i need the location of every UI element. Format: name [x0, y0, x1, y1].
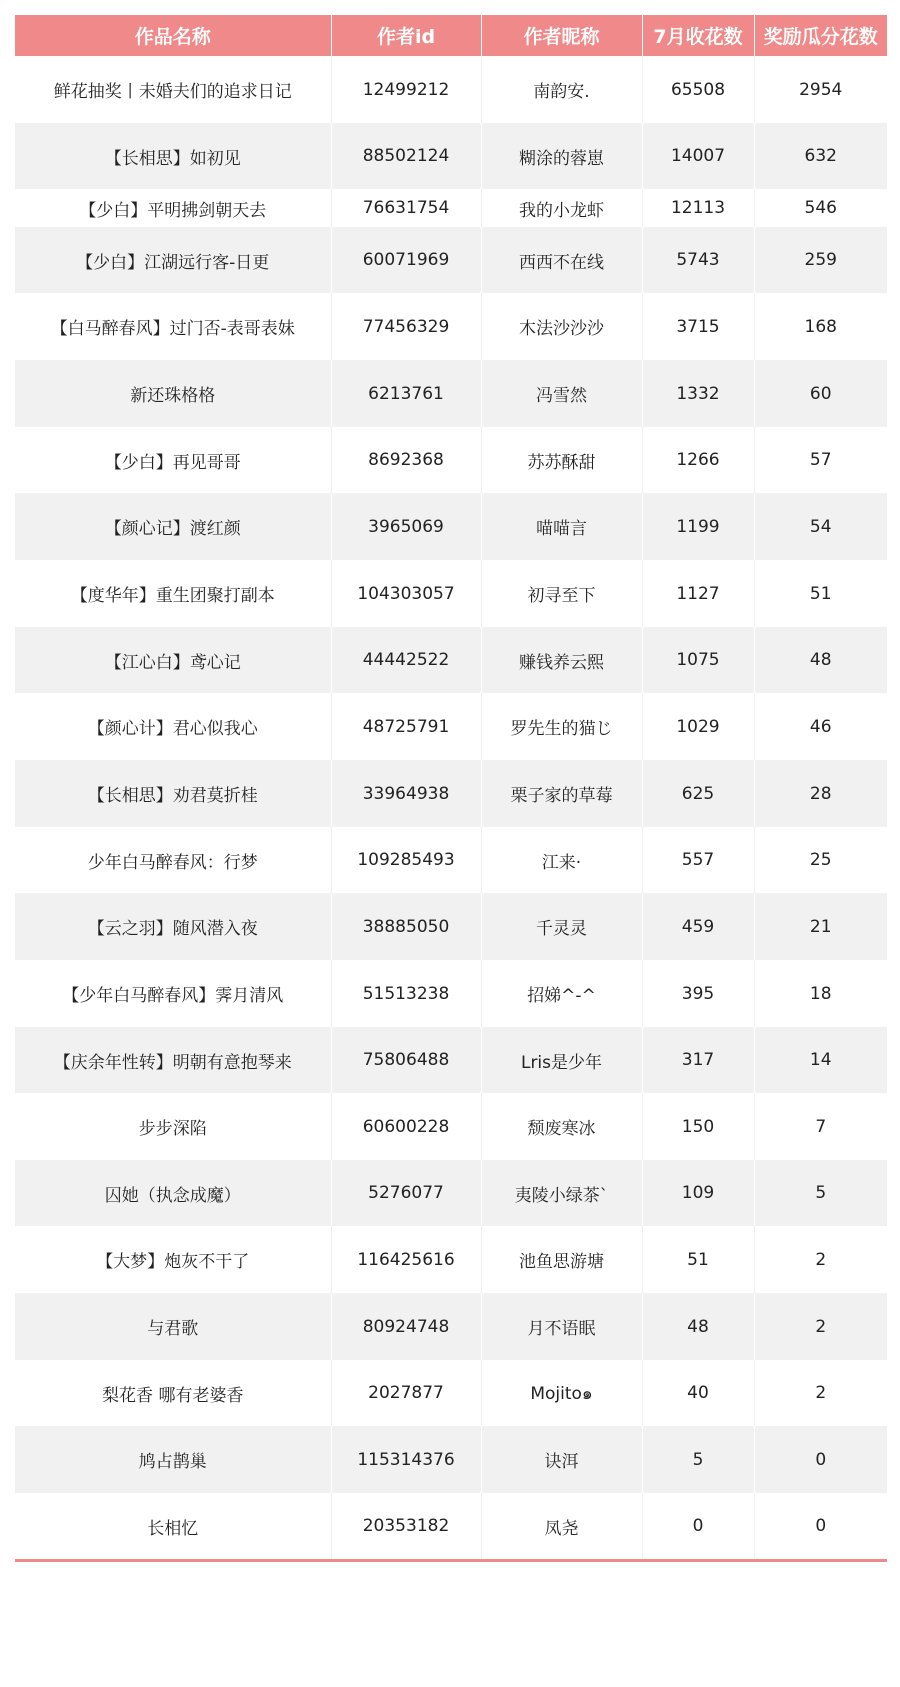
flower-reward-table [15, 15, 887, 1559]
cell-july-flowers: 40 [642, 1360, 754, 1426]
cell-author-nickname: 千灵灵 [481, 893, 642, 960]
cell-july-flowers: 1075 [642, 627, 754, 693]
cell-work-title: 【江心白】鸢心记 [15, 627, 331, 693]
cell-work-title: 长相忆 [15, 1493, 331, 1559]
cell-july-flowers: 459 [642, 893, 754, 960]
cell-author-id: 76631754 [331, 189, 481, 227]
table-row [15, 760, 887, 827]
cell-reward-flowers: 7 [754, 1093, 887, 1160]
cell-work-title: 【庆余年性转】明朝有意抱琴来 [15, 1027, 331, 1093]
cell-author-nickname: 罗先生的猫じ [481, 693, 642, 760]
cell-reward-flowers: 46 [754, 693, 887, 760]
cell-july-flowers: 317 [642, 1027, 754, 1093]
cell-july-flowers: 557 [642, 827, 754, 893]
cell-reward-flowers: 51 [754, 560, 887, 627]
cell-author-id: 2027877 [331, 1360, 481, 1426]
cell-work-title: 与君歌 [15, 1293, 331, 1360]
cell-author-id: 12499212 [331, 56, 481, 123]
cell-author-nickname: 池鱼思游塘 [481, 1226, 642, 1293]
cell-author-nickname: 冯雪然 [481, 360, 642, 427]
cell-author-id: 77456329 [331, 293, 481, 360]
table-row [15, 56, 887, 123]
cell-work-title: 囚她（执念成魔） [15, 1160, 331, 1226]
cell-reward-flowers: 632 [754, 123, 887, 189]
cell-author-id: 51513238 [331, 960, 481, 1027]
cell-work-title: 鸠占鹊巢 [15, 1426, 331, 1493]
cell-author-nickname: 木法沙沙沙 [481, 293, 642, 360]
cell-july-flowers: 625 [642, 760, 754, 827]
cell-reward-flowers: 14 [754, 1027, 887, 1093]
cell-july-flowers: 48 [642, 1293, 754, 1360]
table-row [15, 1426, 887, 1493]
cell-reward-flowers: 259 [754, 227, 887, 293]
cell-author-nickname: 喵喵言 [481, 493, 642, 560]
table-row [15, 227, 887, 293]
table-row [15, 1160, 887, 1226]
cell-reward-flowers: 168 [754, 293, 887, 360]
table-bottom-border [15, 1559, 887, 1562]
cell-author-id: 115314376 [331, 1426, 481, 1493]
header-work-title: 作品名称 [15, 15, 331, 56]
cell-author-nickname: Lris是少年 [481, 1027, 642, 1093]
cell-july-flowers: 395 [642, 960, 754, 1027]
table-row [15, 627, 887, 693]
cell-author-nickname: 颓废寒冰 [481, 1093, 642, 1160]
cell-reward-flowers: 28 [754, 760, 887, 827]
cell-author-id: 116425616 [331, 1226, 481, 1293]
cell-july-flowers: 1199 [642, 493, 754, 560]
table-row [15, 693, 887, 760]
cell-reward-flowers: 2 [754, 1360, 887, 1426]
cell-july-flowers: 1127 [642, 560, 754, 627]
cell-work-title: 【少年白马醉春风】霁月清风 [15, 960, 331, 1027]
table-row [15, 1293, 887, 1360]
cell-author-id: 20353182 [331, 1493, 481, 1559]
cell-work-title: 步步深陷 [15, 1093, 331, 1160]
cell-author-nickname: 诀洱 [481, 1426, 642, 1493]
cell-july-flowers: 3715 [642, 293, 754, 360]
cell-author-id: 80924748 [331, 1293, 481, 1360]
cell-author-nickname: 夷陵小绿茶` [481, 1160, 642, 1226]
cell-work-title: 少年白马醉春风：行梦 [15, 827, 331, 893]
cell-reward-flowers: 0 [754, 1426, 887, 1493]
cell-author-id: 3965069 [331, 493, 481, 560]
cell-reward-flowers: 2 [754, 1293, 887, 1360]
cell-work-title: 【少白】再见哥哥 [15, 427, 331, 493]
cell-work-title: 【少白】平明拂剑朝天去 [15, 189, 331, 227]
table-row [15, 360, 887, 427]
cell-work-title: 【大梦】炮灰不干了 [15, 1226, 331, 1293]
cell-reward-flowers: 57 [754, 427, 887, 493]
table-row [15, 1493, 887, 1559]
cell-author-nickname: Mojito๑ [481, 1360, 642, 1426]
cell-july-flowers: 5743 [642, 227, 754, 293]
cell-july-flowers: 5 [642, 1426, 754, 1493]
table-row [15, 560, 887, 627]
table-row [15, 1093, 887, 1160]
cell-july-flowers: 12113 [642, 189, 754, 227]
cell-july-flowers: 51 [642, 1226, 754, 1293]
cell-author-id: 104303057 [331, 560, 481, 627]
table-row [15, 189, 887, 227]
cell-july-flowers: 1266 [642, 427, 754, 493]
cell-reward-flowers: 48 [754, 627, 887, 693]
cell-work-title: 鲜花抽奖丨未婚夫们的追求日记 [15, 56, 331, 123]
cell-author-id: 60071969 [331, 227, 481, 293]
cell-work-title: 【少白】江湖远行客-日更 [15, 227, 331, 293]
cell-reward-flowers: 25 [754, 827, 887, 893]
cell-reward-flowers: 5 [754, 1160, 887, 1226]
cell-july-flowers: 1029 [642, 693, 754, 760]
cell-work-title: 【云之羽】随风潜入夜 [15, 893, 331, 960]
cell-reward-flowers: 60 [754, 360, 887, 427]
table-body [15, 56, 887, 1559]
cell-author-nickname: 西西不在线 [481, 227, 642, 293]
cell-work-title: 【白马醉春风】过门否-表哥表妹 [15, 293, 331, 360]
cell-work-title: 【度华年】重生团聚打副本 [15, 560, 331, 627]
cell-author-nickname: 招娣^-^ [481, 960, 642, 1027]
cell-author-nickname: 赚钱养云熙 [481, 627, 642, 693]
cell-author-id: 109285493 [331, 827, 481, 893]
cell-author-id: 6213761 [331, 360, 481, 427]
cell-author-nickname: 我的小龙虾 [481, 189, 642, 227]
cell-author-nickname: 糊涂的蓉崽 [481, 123, 642, 189]
cell-author-nickname: 江来· [481, 827, 642, 893]
cell-author-id: 60600228 [331, 1093, 481, 1160]
cell-author-id: 8692368 [331, 427, 481, 493]
table-row [15, 893, 887, 960]
cell-july-flowers: 0 [642, 1493, 754, 1559]
cell-author-id: 88502124 [331, 123, 481, 189]
table-row [15, 960, 887, 1027]
cell-author-nickname: 苏苏酥甜 [481, 427, 642, 493]
cell-work-title: 梨花香 哪有老婆香 [15, 1360, 331, 1426]
table-row [15, 1360, 887, 1426]
header-july-flowers: 7月收花数 [642, 15, 754, 56]
cell-reward-flowers: 2954 [754, 56, 887, 123]
cell-july-flowers: 150 [642, 1093, 754, 1160]
header-author-nickname: 作者昵称 [481, 15, 642, 56]
cell-author-id: 33964938 [331, 760, 481, 827]
cell-reward-flowers: 18 [754, 960, 887, 1027]
cell-author-id: 48725791 [331, 693, 481, 760]
cell-author-id: 44442522 [331, 627, 481, 693]
cell-author-nickname: 初寻至下 [481, 560, 642, 627]
cell-author-nickname: 月不语眠 [481, 1293, 642, 1360]
cell-author-nickname: 栗子家的草莓 [481, 760, 642, 827]
cell-july-flowers: 14007 [642, 123, 754, 189]
cell-author-nickname: 南韵安. [481, 56, 642, 123]
flower-reward-table-container [15, 15, 887, 1562]
header-reward-flowers: 奖励瓜分花数 [754, 15, 887, 56]
table-row [15, 493, 887, 560]
cell-reward-flowers: 21 [754, 893, 887, 960]
cell-reward-flowers: 546 [754, 189, 887, 227]
cell-july-flowers: 109 [642, 1160, 754, 1226]
cell-july-flowers: 65508 [642, 56, 754, 123]
table-row [15, 427, 887, 493]
table-row [15, 1027, 887, 1093]
cell-work-title: 【长相思】劝君莫折桂 [15, 760, 331, 827]
table-row [15, 1226, 887, 1293]
table-row [15, 123, 887, 189]
cell-author-id: 38885050 [331, 893, 481, 960]
cell-work-title: 新还珠格格 [15, 360, 331, 427]
table-header [15, 15, 887, 56]
cell-reward-flowers: 54 [754, 493, 887, 560]
header-author-id: 作者id [331, 15, 481, 56]
header-row [15, 15, 887, 56]
cell-author-id: 5276077 [331, 1160, 481, 1226]
table-row [15, 293, 887, 360]
cell-work-title: 【长相思】如初见 [15, 123, 331, 189]
cell-july-flowers: 1332 [642, 360, 754, 427]
cell-work-title: 【颜心计】君心似我心 [15, 693, 331, 760]
table-row [15, 827, 887, 893]
cell-reward-flowers: 0 [754, 1493, 887, 1559]
cell-author-id: 75806488 [331, 1027, 481, 1093]
cell-work-title: 【颜心记】渡红颜 [15, 493, 331, 560]
cell-author-nickname: 凤尧 [481, 1493, 642, 1559]
cell-reward-flowers: 2 [754, 1226, 887, 1293]
